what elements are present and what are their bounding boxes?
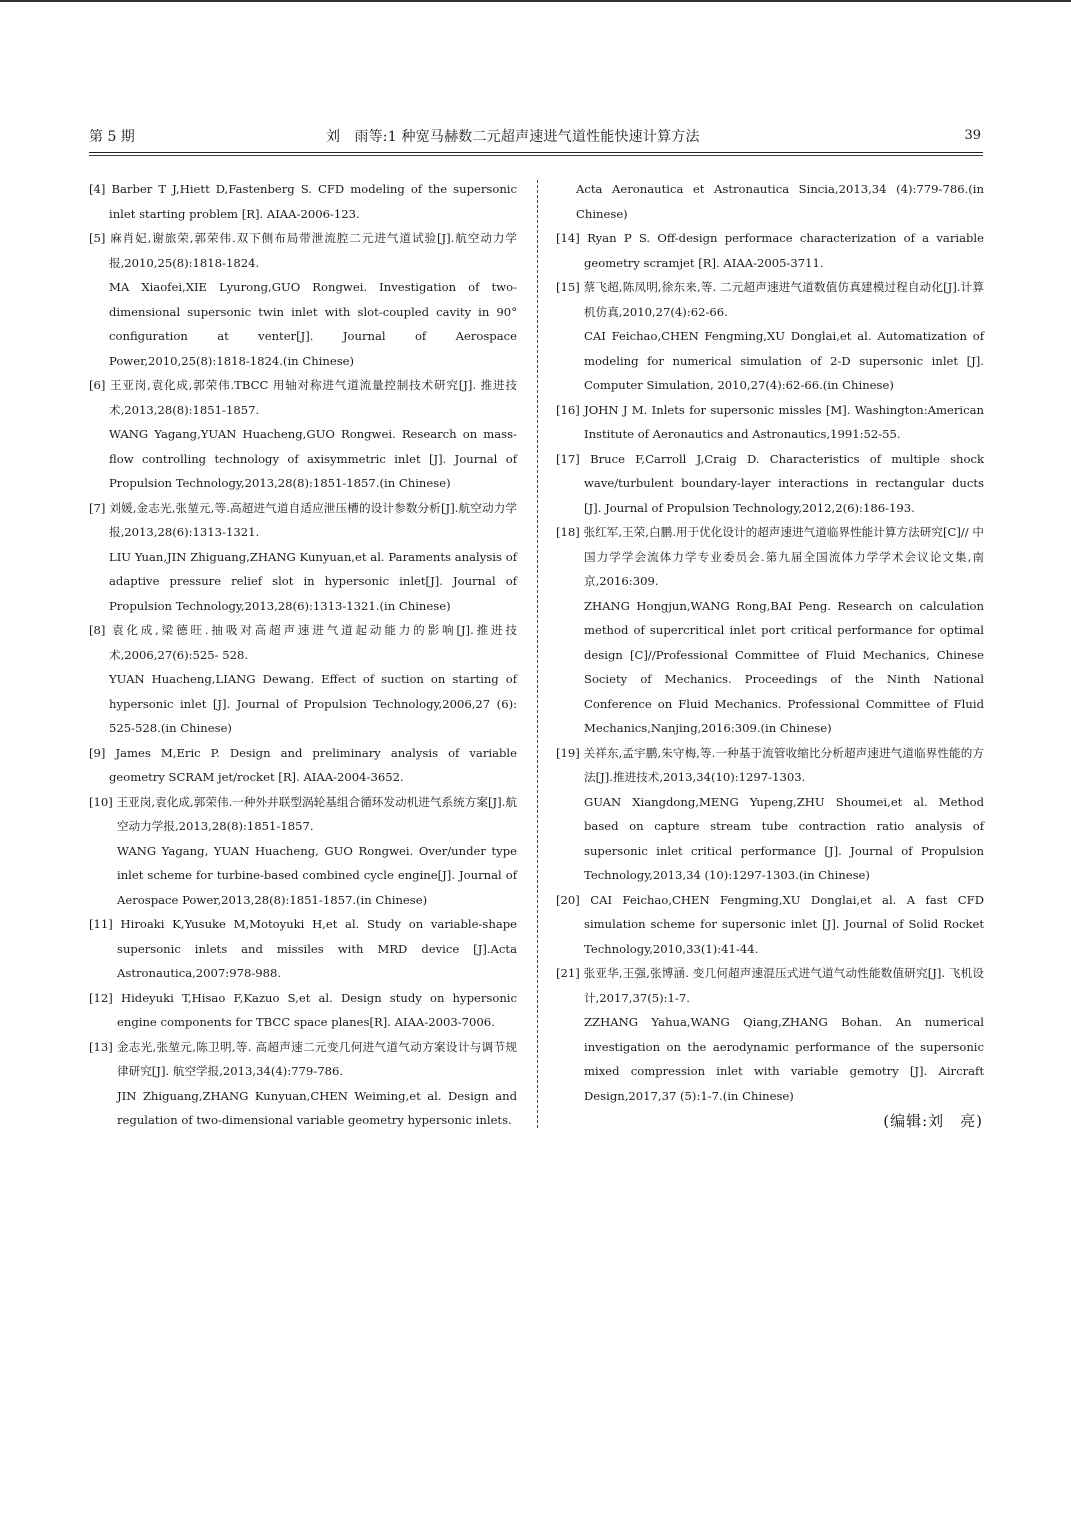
reference-number: [6] — [89, 378, 106, 392]
reference-text: 张亚华,王强,张博涵. 变几何超声速混压式进气道气动性能数值研究[J]. 飞机设计,2017,37(5):1-7. — [583, 966, 985, 1005]
reference-text: Barber T J,Hiett D,Fastenberg S. CFD modeling of the supersonic inlet starting problem [R]. AIAA-2006-123. — [109, 182, 518, 221]
reference-number: [7] — [89, 500, 106, 515]
reference-text: Bruce F,Carroll J,Craig D. Characteristics of multiple shock wave/turbulent boundary-layer interactions in rectangular ducts [J]. Journal of Propulsion Technology,2012,2(6):186-193. — [584, 451, 984, 515]
reference-text: 刘媛,金志光,张堃元,等.高超进气道自适应泄压槽的设计参数分析[J].航空动力学报,2013,28(6):1313-1321. — [109, 500, 518, 539]
reference-english-translation: LIU Yuan,JIN Zhiguang,ZHANG Kunyuan,et al. Paraments analysis of adaptive pressure relief slot in hypersonic inlet[J]. Journal of Propulsion Technology,2013,28(6):1313-1321.(in Chinese) — [109, 549, 517, 613]
reference-text: 张红军,王荣,白鹏.用于优化设计的超声速进气道临界性能计算方法研究[C]// 中国力学学会流体力学专业委员会.第九届全国流体力学学术会议论文集,南京,2016:309. — [583, 525, 984, 588]
reference-number: [16] — [556, 402, 580, 417]
reference-english-translation: Acta Aeronautica et Astronautica Sincia,2013,34 (4):779-786.(in Chinese) — [576, 182, 984, 221]
reference-entry — [89, 226, 517, 275]
reference-entry — [556, 520, 984, 594]
editor-note: (编辑:刘 亮) — [883, 1112, 983, 1130]
column-divider — [537, 180, 538, 1128]
reference-number: [13] — [89, 1039, 113, 1054]
header-rule — [89, 152, 983, 153]
reference-entry — [89, 986, 517, 1035]
reference-text: 王亚岗,袁化成,郭荣伟.TBCC 用轴对称进气道流量控制技术研究[J]. 推进技术,2013,28(8):1851-1857. — [109, 378, 517, 417]
reference-entry — [89, 741, 517, 790]
top-border-line — [0, 0, 1071, 2]
reference-number: [10] — [89, 794, 113, 809]
reference-entry — [89, 177, 517, 226]
reference-text: 金志光,张堃元,陈卫明,等. 高超声速二元变几何进气道气动方案设计与调节规律研究[J]. 航空学报,2013,34(4):779-786. — [116, 1039, 517, 1078]
page-header — [89, 124, 983, 150]
reference-english-translation: WANG Yagang, YUAN Huacheng, GUO Rongwei. Over/under type inlet scheme for turbine-based combined cycle engine[J]. Journal of Aerospace Power,2013,28(8):1851-1857.(in Chinese) — [117, 843, 517, 907]
reference-english-translation: MA Xiaofei,XIE Lyurong,GUO Rongwei. Investigation of two-dimensional supersonic twin inlet with slot-coupled cavity in 90° configuration at venter[J]. Journal of Aerospace Power,2010,25(8):1818-1824.(in Chinese) — [109, 280, 517, 368]
reference-english-translation: YUAN Huacheng,LIANG Dewang. Effect of suction on starting of hypersonic inlet [J]. Journal of Propulsion Technology,2006,27 (6): 525-528.(in Chinese) — [109, 672, 517, 735]
page-number: 39 — [964, 128, 981, 143]
reference-english-translation: GUAN Xiangdong,MENG Yupeng,ZHU Shoumei,et al. Method based on capture stream tube contraction ratio analysis of supersonic inlet critical performance [J]. Journal of Propulsion Technology,2013,34 (10):1297-1303.(in Chinese) — [584, 794, 984, 882]
reference-text: 袁化成,梁德旺.抽吸对高超声速进气道起动能力的影响[J].推进技术,2006,27(6):525- 528. — [109, 623, 517, 662]
reference-number: [12] — [89, 990, 113, 1005]
issue-number: 第 5 期 — [89, 129, 135, 145]
reference-entry — [556, 961, 984, 1010]
reference-number: [8] — [89, 623, 106, 637]
reference-entry — [89, 496, 517, 545]
reference-text: 蔡飞超,陈凤明,徐东来,等. 二元超声速进气道数值仿真建模过程自动化[J].计算机仿真,2010,27(4):62-66. — [583, 280, 985, 319]
reference-number: [21] — [556, 966, 580, 980]
reference-text: JOHN J M. Inlets for supersonic missles [M]. Washington:American Institute of Aeronautics and Astronautics,1991:52-55. — [584, 402, 985, 441]
reference-entry — [556, 398, 984, 447]
reference-entry — [556, 888, 984, 962]
reference-english-translation: ZHANG Hongjun,WANG Rong,BAI Peng. Research on calculation method of supercritical inlet port critical performance for optimal design [C]//Professional Committee of Fluid Mechanics, Chinese Society of Mechanics. Proceedings of the Ninth National Conference on Fluid Mechanics. Professional Committee of Fluid Mechanics,Nanjing,2016:309.(in Chinese) — [584, 598, 984, 735]
reference-entry — [556, 226, 984, 275]
reference-english-translation: CAI Feichao,CHEN Fengming,XU Donglai,et al. Automatization of modeling for numerical simulation of 2-D supersonic inlet [J]. Computer Simulation, 2010,27(4):62-66.(in Chinese) — [584, 329, 984, 392]
reference-entry — [89, 373, 517, 422]
reference-english-translation: JIN Zhiguang,ZHANG Kunyuan,CHEN Weiming,et al. Design and regulation of two-dimensional variable geometry hypersonic inlets. — [117, 1088, 517, 1127]
header-rule-thin — [89, 155, 983, 156]
running-title: 刘 雨等:1 种宽马赫数二元超声速进气道性能快速计算方法 — [326, 129, 700, 145]
reference-number: [5] — [89, 231, 106, 245]
reference-entry — [89, 912, 517, 986]
reference-number: [4] — [89, 182, 106, 196]
reference-entry — [556, 275, 984, 324]
reference-entry — [556, 741, 984, 790]
reference-text: 关祥东,孟宇鹏,朱守梅,等.一种基于流管收缩比分析超声速进气道临界性能的方法[J].推进技术,2013,34(10):1297-1303. — [583, 745, 985, 784]
reference-text: Ryan P S. Off-design performace characterization of a variable geometry scramjet [R]. AIAA-2005-3711. — [584, 231, 984, 270]
reference-number: [15] — [556, 280, 580, 294]
reference-number: [14] — [556, 231, 580, 245]
references-right-column — [556, 177, 984, 1108]
reference-number: [9] — [89, 745, 106, 760]
reference-english-translation: WANG Yagang,YUAN Huacheng,GUO Rongwei. Research on mass-flow controlling technology of axisymmetric inlet [J]. Journal of Propulsion Technology,2013,28(8):1851-1857.(in Chinese) — [109, 427, 517, 490]
reference-number: [11] — [89, 917, 113, 931]
reference-text: 王亚岗,袁化成,郭荣伟.一种外并联型涡轮基组合循环发动机进气系统方案[J].航空动力学报,2013,28(8):1851-1857. — [116, 794, 517, 833]
reference-text: Hiroaki K,Yusuke M,Motoyuki H,et al. Study on variable-shape supersonic inlets and missiles with MRD device [J].Acta Astronautica,2007:978-988. — [117, 917, 518, 980]
reference-number: [18] — [556, 525, 580, 539]
reference-number: [17] — [556, 451, 580, 466]
reference-entry — [556, 447, 984, 521]
reference-number: [20] — [556, 892, 580, 907]
reference-entry — [89, 618, 517, 667]
reference-text: CAI Feichao,CHEN Fengming,XU Donglai,et al. A fast CFD simulation scheme for supersonic inlet [J]. Journal of Solid Rocket Technology,2010,33(1):41-44. — [584, 892, 985, 956]
reference-entry — [89, 790, 517, 839]
reference-english-translation: ZZHANG Yahua,WANG Qiang,ZHANG Bohan. An numerical investigation on the aerodynamic performance of the supersonic mixed compression inlet with variable gemotry [J]. Aircraft Design,2017,37 (5):1-7.(in Chinese) — [584, 1015, 984, 1103]
reference-text: Hideyuki T,Hisao F,Kazuo S,et al. Design study on hypersonic engine components for TBCC space planes[R]. AIAA-2003-7006. — [117, 990, 517, 1029]
reference-text: 麻肖妃,谢旅荣,郭荣伟.双下侧布局带泄流腔二元进气道试验[J].航空动力学报,2010,25(8):1818-1824. — [109, 231, 517, 270]
references-left-column — [89, 177, 517, 1133]
reference-number: [19] — [556, 745, 580, 760]
reference-entry — [89, 1035, 517, 1084]
reference-text: James M,Eric P. Design and preliminary analysis of variable geometry SCRAM jet/rocket [R]. AIAA-2004-3652. — [109, 745, 517, 784]
